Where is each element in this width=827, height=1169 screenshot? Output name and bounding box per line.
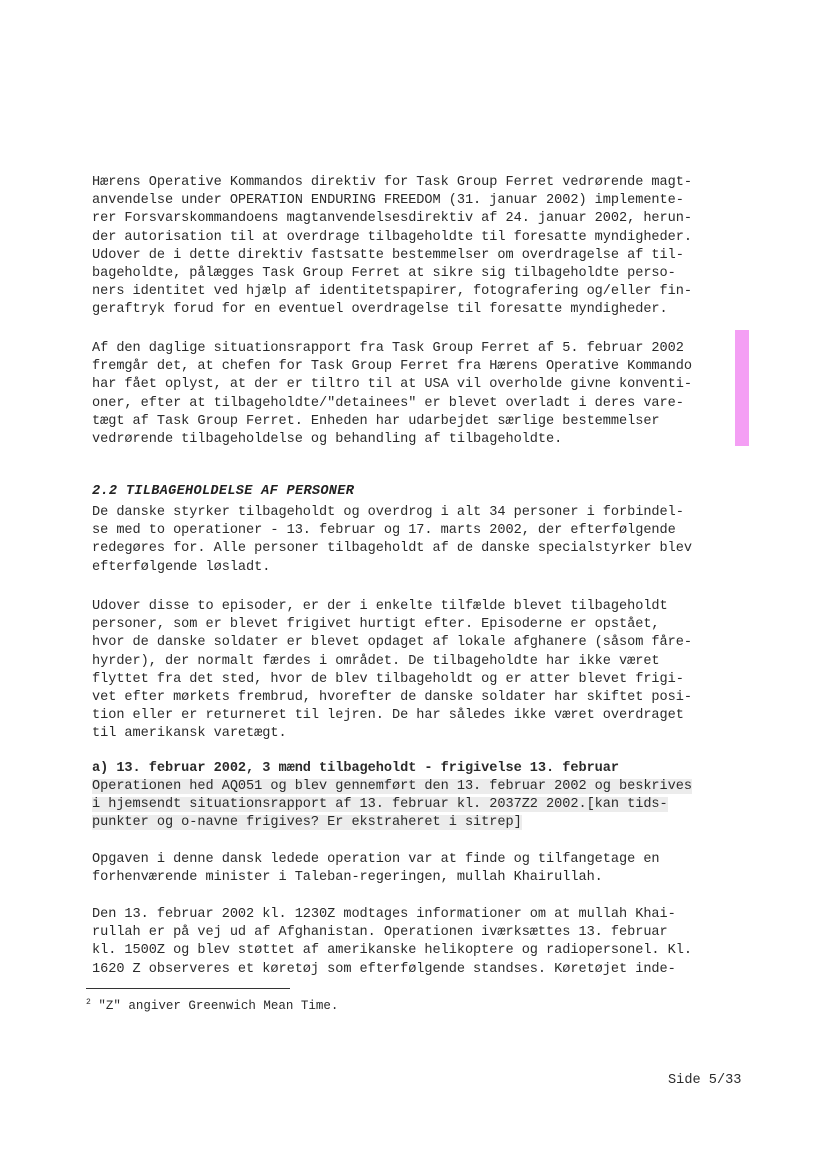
text-line: der autorisation til at overdrage tilbageholdte til foresatte myndigheder. [92, 229, 692, 245]
paragraph-directive [92, 174, 762, 320]
subheading-text: a) 13. februar 2002, 3 mænd tilbageholdt - frigivelse 13. februar [92, 761, 619, 776]
shaded-text: punkter og o-navne frigives? Er ekstraheret i sitrep] [92, 815, 522, 831]
paragraph-mission [92, 851, 762, 887]
footnote-divider [86, 988, 290, 989]
text-line: har fået oplyst, at der er tiltro til at USA vil overholde givne konventi- [92, 377, 692, 393]
text-line: efterfølgende løsladt. [92, 559, 271, 575]
text-line [92, 796, 762, 814]
text-line: Den 13. februar 2002 kl. 1230Z modtages informationer om at mullah Khai- [92, 907, 676, 922]
text-line: bageholdte, pålægges Task Group Ferret at sikre sig tilbageholdte perso- [92, 265, 676, 281]
paragraph-timeline [92, 906, 762, 979]
text-line [92, 814, 762, 832]
text-line: kl. 1500Z og blev støttet af amerikanske helikoptere og radiopersonel. Kl. [92, 943, 692, 959]
text-line: vet efter mørkets frembrud, hvorefter de danske soldater har skiftet posi- [92, 689, 692, 705]
paragraph-episodes [92, 598, 762, 744]
text-line: rullah er på vej ud af Afghanistan. Operationen iværksættes 13. februar [92, 925, 668, 941]
shaded-text: Operationen hed AQ051 og blev gennemført den 13. februar 2002 og beskrives [92, 779, 692, 794]
text-line: hyrder), der normalt færdes i området. De tilbageholdte har ikke været [92, 653, 660, 669]
subheading-a [92, 760, 762, 778]
text-line: Af den daglige situationsrapport fra Task Group Ferret af 5. februar 2002 [92, 341, 684, 356]
text-line: vedrørende tilbageholdelse og behandling af tilbageholdte. [92, 431, 563, 447]
text-line: anvendelse under OPERATION ENDURING FREEDOM (31. januar 2002) implemente- [92, 193, 684, 209]
text-line: forhenværende minister i Taleban-regeringen, mullah Khairullah. [92, 870, 603, 886]
text-line: flyttet fra det sted, hvor de blev tilbageholdt og er atter blevet frigi- [92, 671, 684, 687]
footnote [86, 998, 338, 1013]
text-line: tion eller er returneret til lejren. De har således ikke været overdraget [92, 708, 684, 724]
footnote-marker: 2 [86, 998, 91, 1007]
text-line: fremgår det, at chefen for Task Group Ferret fra Hærens Operative Kommando [92, 359, 692, 375]
text-line: personer, som er blevet frigivet hurtigt efter. Episoderne er opstået, [92, 617, 660, 633]
text-line: hvor de danske soldater er blevet opdaget af lokale afghanere (såsom fåre- [92, 635, 692, 651]
text-line: til amerikansk varetægt. [92, 726, 287, 742]
text-line: 1620 Z observeres et køretøj som efterfølgende standses. Køretøjet inde- [92, 961, 676, 977]
text-line: tægt af Task Group Ferret. Enheden har udarbejdet særlige bestemmelser [92, 413, 660, 429]
text-line: redegøres for. Alle personer tilbageholdt af de danske specialstyrker blev [92, 541, 692, 557]
page-number: Side 5/33 [668, 1073, 742, 1088]
shaded-text: i hjemsendt situationsrapport af 13. februar kl. 2037Z2 2002.[kan tids- [92, 797, 668, 813]
text-line: Udover de i dette direktiv fastsatte bestemmelser om overdragelse af til- [92, 247, 684, 263]
footnote-text: "Z" angiver Greenwich Mean Time. [98, 999, 339, 1013]
text-line: rer Forsvarskommandoens magtanvendelsesdirektiv af 24. januar 2002, herun- [92, 211, 692, 227]
text-line: ners identitet ved hjælp af identitetspapirer, fotografering og/eller fin- [92, 284, 692, 300]
paragraph-situation-report [92, 340, 762, 449]
text-line: Hærens Operative Kommandos direktiv for Task Group Ferret vedrørende magt- [92, 175, 692, 190]
text-line: De danske styrker tilbageholdt og overdrog i alt 34 personer i forbindel- [92, 505, 684, 520]
text-line: Opgaven i denne dansk ledede operation var at finde og tilfangetage en [92, 852, 660, 867]
text-line: oner, efter at tilbageholdte/"detainees" er blevet overladt i deres vare- [92, 395, 684, 411]
paragraph-operation-aq051 [92, 778, 762, 833]
text-line: se med to operationer - 13. februar og 17. marts 2002, der efterfølgende [92, 523, 676, 539]
section-heading: 2.2 TILBAGEHOLDELSE AF PERSONER [92, 484, 355, 499]
paragraph-detentions [92, 504, 762, 577]
text-line: Udover disse to episoder, er der i enkelte tilfælde blevet tilbageholdt [92, 599, 668, 614]
text-line [92, 778, 762, 796]
text-line: geraftryk forud for en eventuel overdragelse til foresatte myndigheder. [92, 302, 668, 318]
